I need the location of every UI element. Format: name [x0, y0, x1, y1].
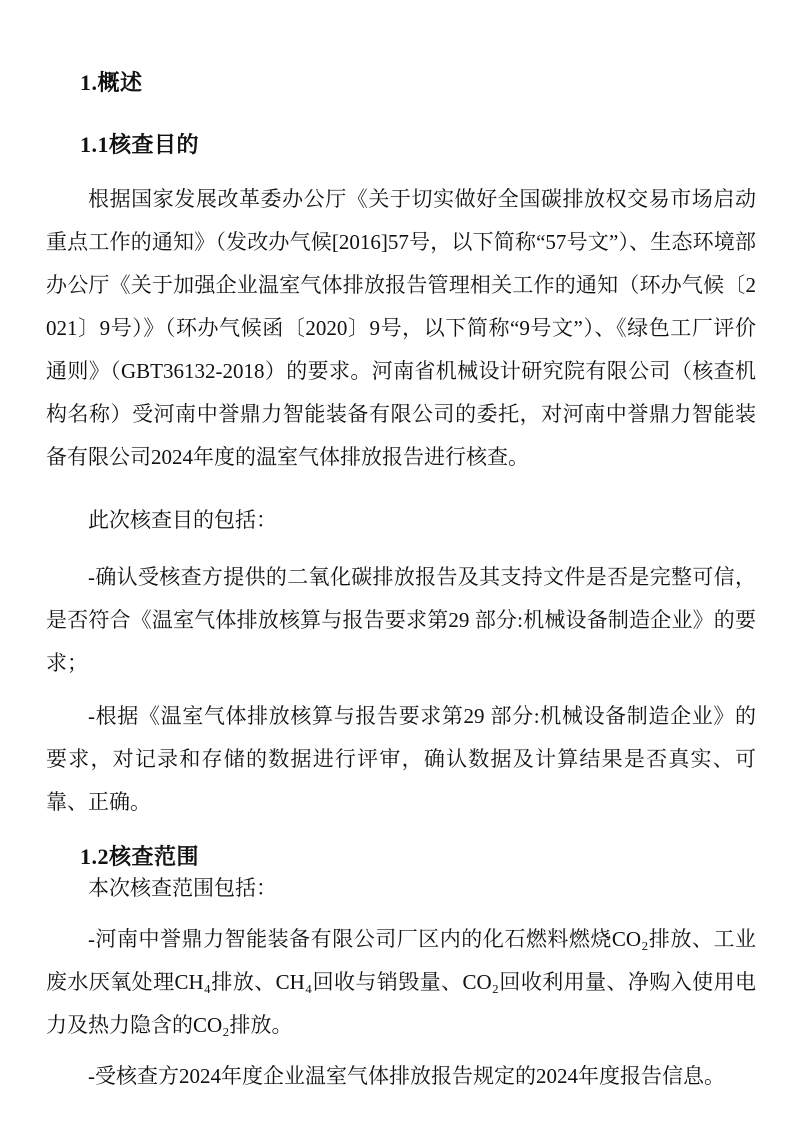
paragraph-purpose-intro: 此次核查目的包括：: [88, 508, 277, 532]
bullet-purpose-accuracy: -根据《温室气体排放核算与报告要求第29 部分:机械设备制造企业》的要求，对记录和存储的数据进行评审，确认数据及计算结果是否真实、可靠、正确。: [46, 704, 756, 814]
paragraph-legal-basis: 根据国家发展改革委办公厅《关于切实做好全国碳排放权交易市场启动重点工作的通知》（发改办气候[2016]57号，以下简称“57号文”）、生态环境部办公厅《关于加强企业温室气体排放报告管理相关工作的通知（环办气候〔2021〕9号）》（环办气候函〔2020〕9号，以下简称“9号文”）、《绿色工厂评价通则》（GBT36132-2018）的要求。河南省机械设计研究院有限公司（核查机构名称）受河南中誉鼎力智能装备有限公司的委托，对河南中誉鼎力智能装备有限公司2024年度的温室气体排放报告进行核查。: [46, 187, 756, 469]
bullet-scope-emission-sources: -河南中誉鼎力智能装备有限公司厂区内的化石燃料燃烧CO₂排放、工业废水厌氧处理CH₄排放、CH₄回收与销毁量、CO₂回收利用量、净购入使用电力及热力隐含的CO₂排放。: [46, 927, 756, 1037]
bullet-purpose-completeness: -确认受核查方提供的二氧化碳排放报告及其支持文件是否是完整可信，是否符合《温室气体排放核算与报告要求第29 部分:机械设备制造企业》的要求；: [46, 565, 756, 675]
heading-verification-scope: 1.2核查范围: [80, 844, 200, 869]
bullet-scope-report-info: -受核查方2024年度企业温室气体排放报告规定的2024年度报告信息。: [88, 1064, 725, 1088]
paragraph-scope-intro: 本次核查范围包括：: [88, 876, 277, 900]
heading-verification-purpose: 1.1核查目的: [80, 132, 200, 157]
heading-overview: 1.概述: [80, 70, 143, 95]
